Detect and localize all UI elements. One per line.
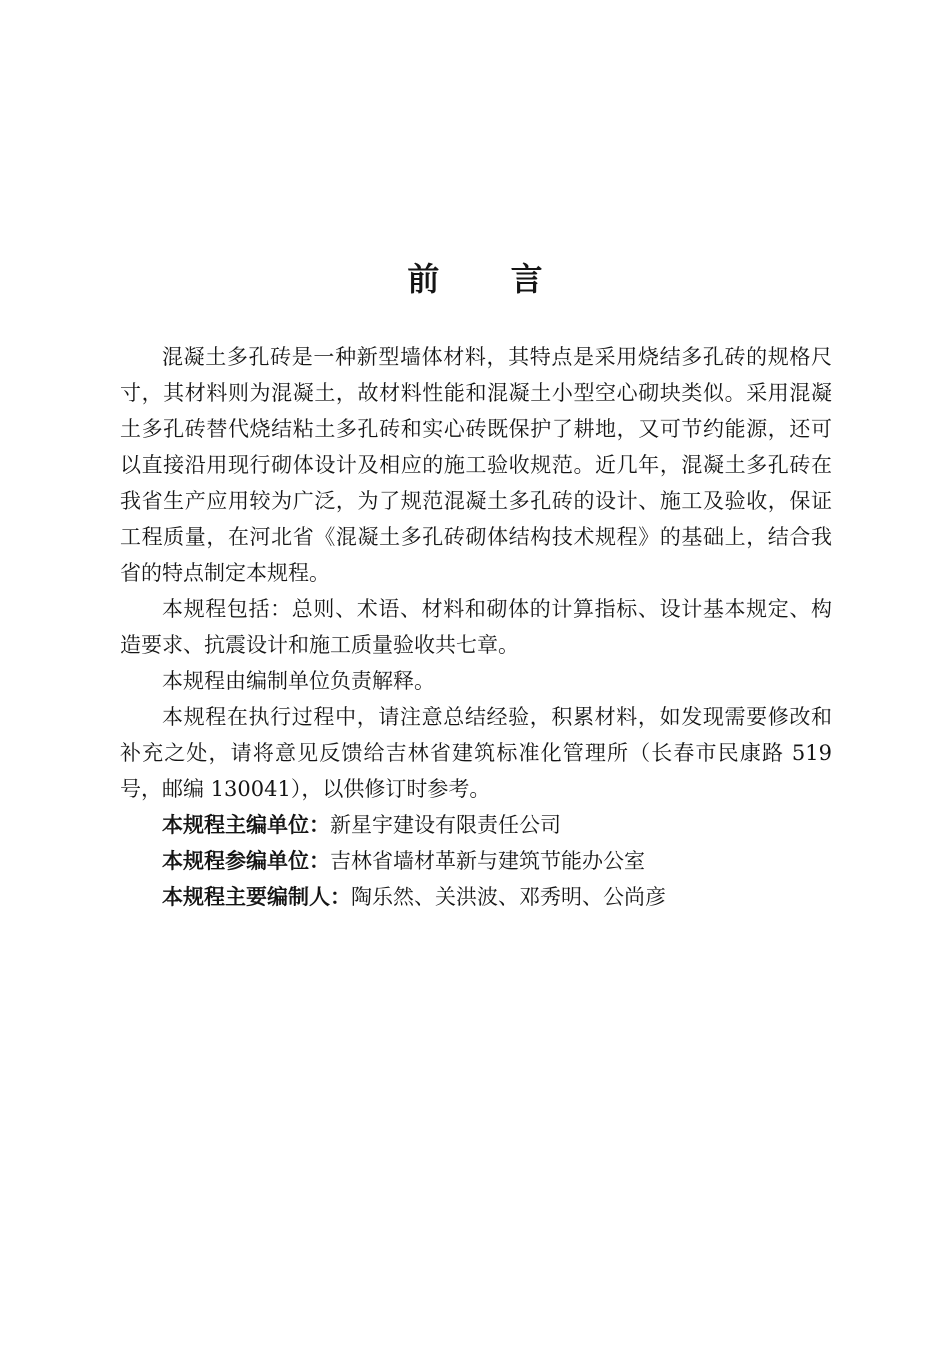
paragraph-intro: 混凝土多孔砖是一种新型墙体材料，其特点是采用烧结多孔砖的规格尺寸，其材料则为混凝土，故材料性能和混凝土小型空心砌块类似。采用混凝土多孔砖替代烧结粘土多孔砖和实心砖既保护了耕地，又可节约能源，还可以直接沿用现行砌体设计及相应的施工验收规范。近几年，混凝土多孔砖在我省生产应用较为广泛，为了规范混凝土多孔砖的设计、施工及验收，保证工程质量，在河北省《混凝土多孔砖砌体结构技术规程》的基础上，结合我省的特点制定本规程。 — [120, 345, 832, 585]
credit-chief-editor-value: 新星宇建设有限责任公司 — [330, 813, 561, 837]
credit-drafters-label: 本规程主要编制人： — [162, 885, 351, 909]
credit-chief-editor-label: 本规程主编单位： — [162, 813, 330, 837]
document-body — [120, 339, 832, 915]
page-title: 前 言 — [407, 260, 573, 298]
credit-drafters — [120, 879, 832, 915]
credit-participating — [120, 843, 832, 879]
credit-participating-label: 本规程参编单位： — [162, 849, 330, 873]
paragraph-contents: 本规程包括：总则、术语、材料和砌体的计算指标、设计基本规定、构造要求、抗震设计和施工质量验收共七章。 — [120, 597, 832, 657]
credit-participating-value: 吉林省墙材革新与建筑节能办公室 — [330, 849, 645, 873]
credit-chief-editor — [120, 807, 832, 843]
paragraph-feedback: 本规程在执行过程中，请注意总结经验，积累材料，如发现需要修改和补充之处，请将意见反馈给吉林省建筑标准化管理所（长春市民康路 519 号，邮编 130041），以供修订时参考。 — [120, 705, 832, 801]
paragraph-interpretation: 本规程由编制单位负责解释。 — [162, 669, 435, 693]
credit-drafters-value: 陶乐然、关洪波、邓秀明、公尚彦 — [351, 885, 666, 909]
